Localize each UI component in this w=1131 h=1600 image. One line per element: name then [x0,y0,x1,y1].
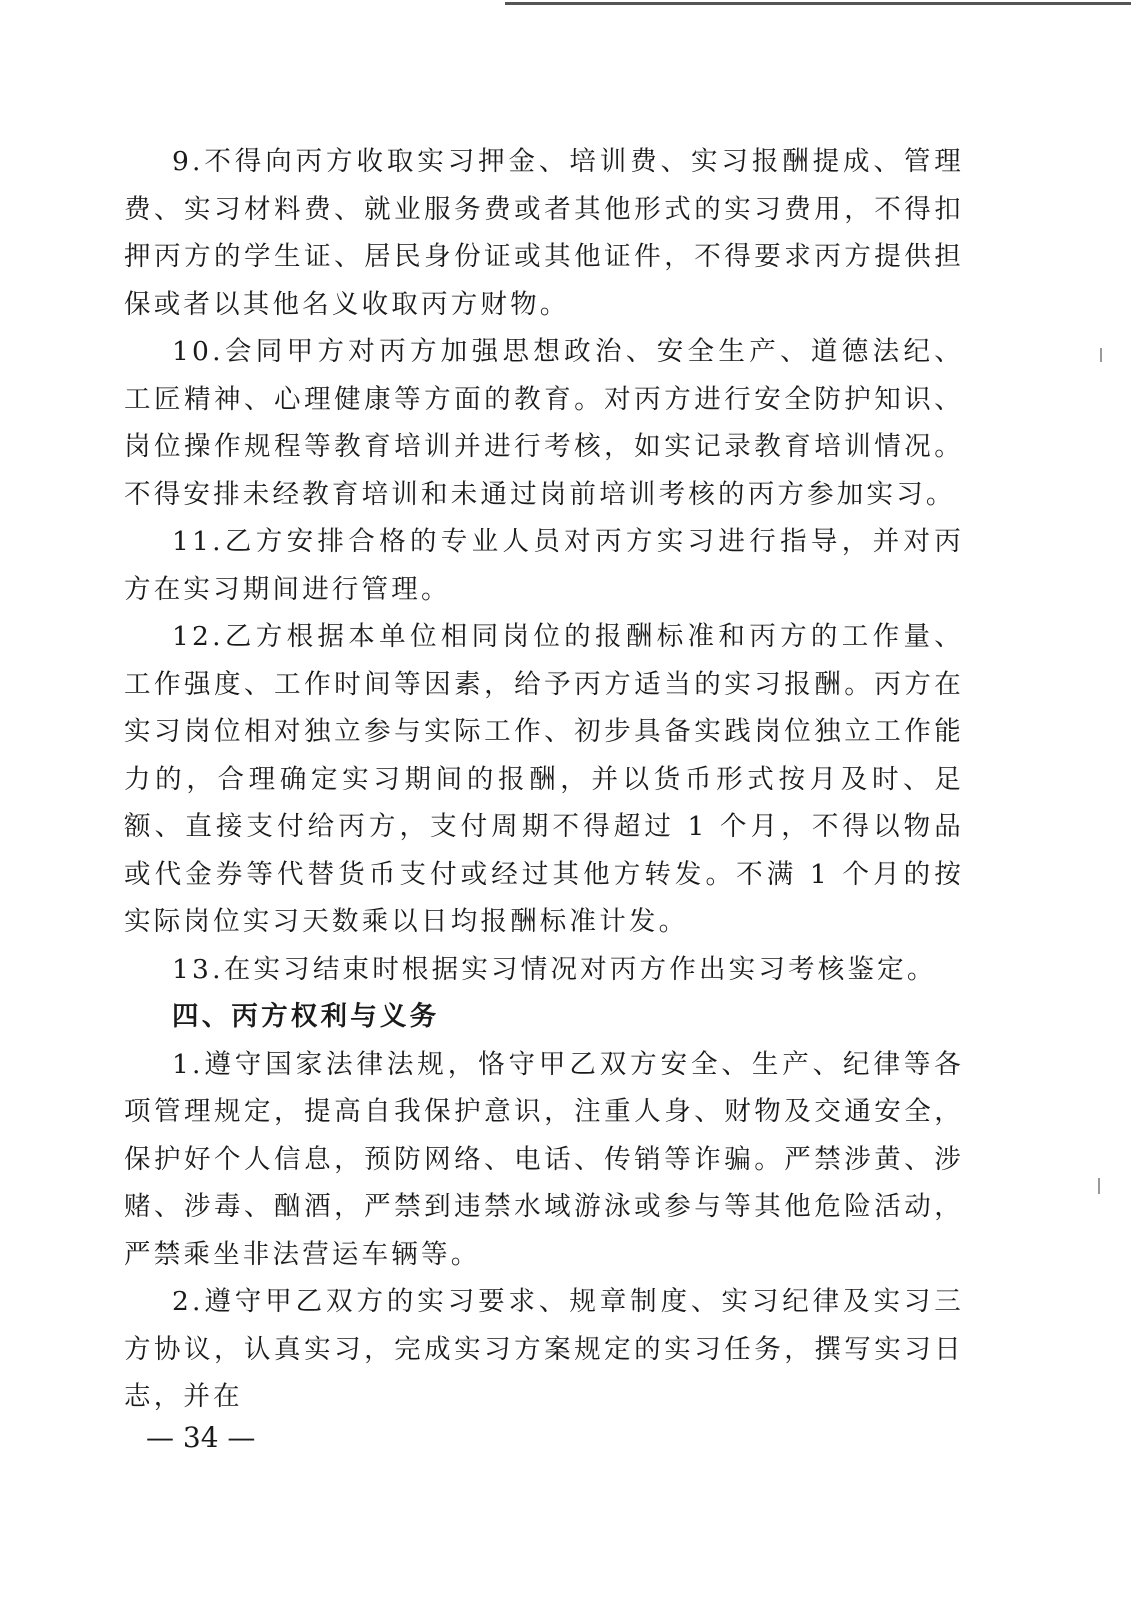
paragraph-item-12: 12.乙方根据本单位相同岗位的报酬标准和丙方的工作量、工作强度、工作时间等因素，给予丙方适当的实习报酬。丙方在实习岗位相对独立参与实际工作、初步具备实践岗位独立工作能力的，合理确定实习期间的报酬，并以货币形式按月及时、足额、直接支付给丙方，支付周期不得超过 1 个月，不得以物品或代金券等代替货币支付或经过其他方转发。不满 1 个月的按实际岗位实习天数乘以日均报酬标准计发。 [124,621,964,937]
paragraph-item-13: 13.在实习结束时根据实习情况对丙方作出实习考核鉴定。 [172,953,937,985]
section-paragraph-1: 1.遵守国家法律法规，恪守甲乙双方安全、生产、纪律等各项管理规定，提高自我保护意识，注重人身、财物及交通安全，保护好个人信息，预防网络、电话、传销等诈骗。严禁涉黄、涉赌、涉毒、酗酒，严禁到违禁水域游泳或参与等其他危险活动，严禁乘坐非法营运车辆等。 [124,1048,964,1270]
page-number: — 34 — [146,1421,256,1454]
section-heading: 四、丙方权利与义务 [172,1001,440,1032]
paragraph-item-11: 11.乙方安排合格的专业人员对丙方实习进行指导，并对丙方在实习期间进行管理。 [124,526,964,605]
paragraph-item-9: 9.不得向丙方收取实习押金、培训费、实习报酬提成、管理费、实习材料费、就业服务费或者其他形式的实习费用，不得扣押丙方的学生证、居民身份证或其他证件，不得要求丙方提供担保或者以其他名义收取丙方财物。 [124,146,964,320]
scan-mark-upper [1100,348,1102,362]
section-paragraph-2: 2.遵守甲乙双方的实习要求、规章制度、实习纪律及实习三方协议，认真实习，完成实习方案规定的实习任务，撰写实习日志，并在 [124,1286,964,1412]
paragraph-item-10: 10.会同甲方对丙方加强思想政治、安全生产、道德法纪、工匠精神、心理健康等方面的教育。对丙方进行安全防护知识、岗位操作规程等教育培训并进行考核，如实记录教育培训情况。不得安排未经教育培训和未通过岗前培训考核的丙方参加实习。 [124,336,964,510]
document-body [124,138,964,1421]
top-border-line [505,2,1131,5]
scan-mark-lower [1098,1178,1100,1194]
